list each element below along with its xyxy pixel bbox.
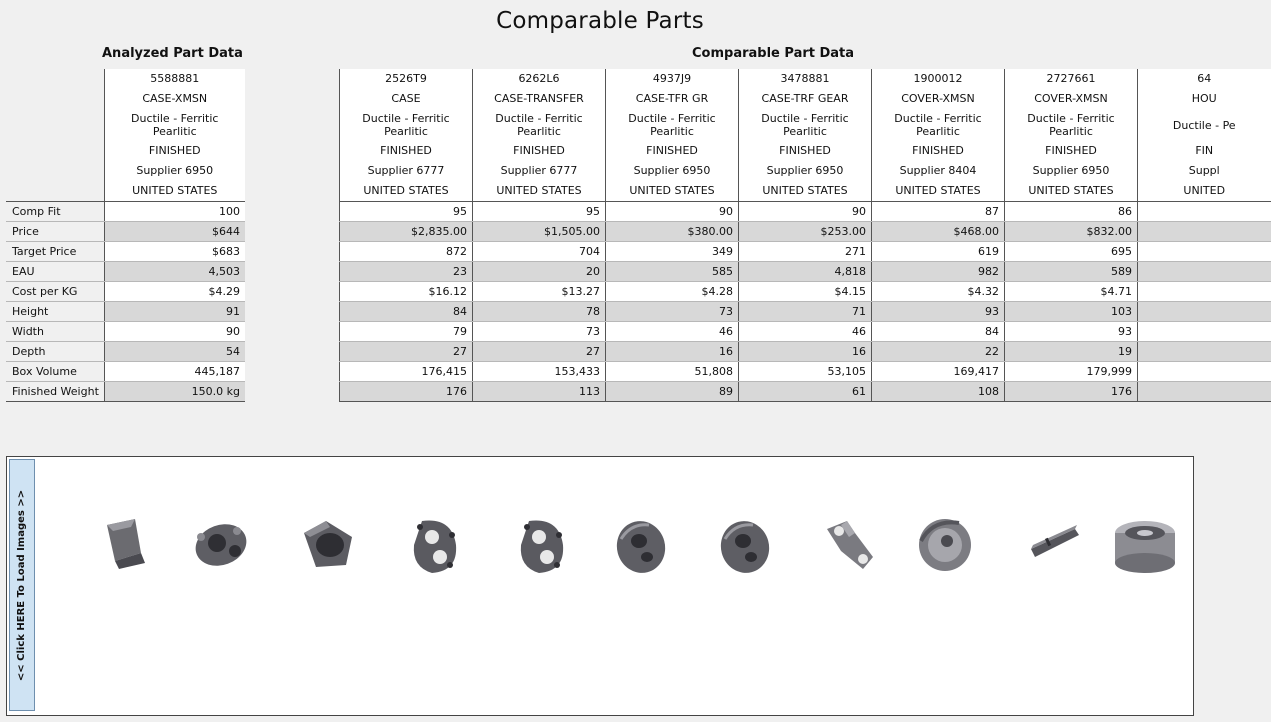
comparable-part-number: 6262L6: [473, 69, 606, 89]
analyzed-part-table: [6, 69, 246, 402]
comparable-metric-value: 704: [473, 242, 606, 262]
comparable-metric-value: 20: [473, 262, 606, 282]
comparable-part-status: FINISHED: [1005, 141, 1138, 161]
analyzed-metric-value: 90: [104, 322, 245, 342]
comparable-metric-value: 73: [473, 322, 606, 342]
comparable-part-supplier: Supplier 6950: [606, 161, 739, 181]
comparable-part-supplier: Supplier 6950: [739, 161, 872, 181]
comparable-part-country: UNITED STATES: [1005, 181, 1138, 202]
comparable-part-status: FINISHED: [606, 141, 739, 161]
comparable-metric-value: 93: [1005, 322, 1138, 342]
comparable-part-country: UNITED STATES: [872, 181, 1005, 202]
comparable-metric-value: 169,417: [872, 362, 1005, 382]
comparable-metric-value: $468.00: [872, 222, 1005, 242]
analyzed-metric-value: $644: [104, 222, 245, 242]
table-row: [340, 222, 1271, 242]
table-row: [340, 342, 1271, 362]
comparable-metric-value: $13.27: [473, 282, 606, 302]
comparable-part-material: Ductile - Ferritic Pearlitic: [606, 109, 739, 141]
comparable-metric-value: $4.71: [1005, 282, 1138, 302]
part-thumbnail-icon: [819, 515, 883, 583]
table-row: [340, 362, 1271, 382]
comparable-metric-value: [1138, 322, 1271, 342]
table-row: [340, 282, 1271, 302]
metric-label: Height: [6, 302, 104, 322]
comparable-metric-value: 589: [1005, 262, 1138, 282]
comparable-metric-value: 16: [739, 342, 872, 362]
comparable-metric-value: 84: [872, 322, 1005, 342]
metric-label: Width: [6, 322, 104, 342]
analyzed-metric-value: 54: [104, 342, 245, 362]
comparable-part-status: FINISHED: [340, 141, 473, 161]
comparable-metric-value: [1138, 222, 1271, 242]
comparable-metric-value: 585: [606, 262, 739, 282]
comparable-part-material: Ductile - Ferritic Pearlitic: [473, 109, 606, 141]
comparable-metric-value: $4.28: [606, 282, 739, 302]
comparable-part-number: 1900012: [872, 69, 1005, 89]
metric-label: Box Volume: [6, 362, 104, 382]
comparable-metric-value: [1138, 342, 1271, 362]
comparable-part-number: 4937J9: [606, 69, 739, 89]
comparable-part-name: HOU: [1138, 89, 1271, 109]
part-images-panel: [6, 456, 1194, 716]
comparable-metric-value: 695: [1005, 242, 1138, 262]
comparable-metric-value: 51,808: [606, 362, 739, 382]
comparable-metric-value: 86: [1005, 202, 1138, 222]
part-thumbnail-icon: [715, 515, 779, 583]
analyzed-metric-value: 445,187: [104, 362, 245, 382]
comparable-metric-value: 95: [340, 202, 473, 222]
metric-label: Finished Weight: [6, 382, 104, 402]
comparable-metric-value: 23: [340, 262, 473, 282]
metric-label: Cost per KG: [6, 282, 104, 302]
metric-label: Price: [6, 222, 104, 242]
comparable-part-country: UNITED STATES: [340, 181, 473, 202]
comparable-metric-value: 271: [739, 242, 872, 262]
table-row: [340, 262, 1271, 282]
comparable-metric-value: 90: [606, 202, 739, 222]
comparable-metric-value: 872: [340, 242, 473, 262]
metric-label: Depth: [6, 342, 104, 362]
comparable-metric-value: 53,105: [739, 362, 872, 382]
comparable-metric-value: 108: [872, 382, 1005, 402]
part-thumbnail-icon: [406, 515, 470, 583]
comparable-metric-value: 78: [473, 302, 606, 322]
comparable-metric-value: 982: [872, 262, 1005, 282]
comparable-part-material: Ductile - Pe: [1138, 109, 1271, 141]
comparable-metric-value: [1138, 242, 1271, 262]
analyzed-part-country: UNITED STATES: [104, 181, 245, 202]
analyzed-metric-value: 4,503: [104, 262, 245, 282]
comparable-part-status: FIN: [1138, 141, 1271, 161]
analyzed-part-supplier: Supplier 6950: [104, 161, 245, 181]
metric-label: EAU: [6, 262, 104, 282]
comparable-part-status: FINISHED: [872, 141, 1005, 161]
comparable-part-name: CASE: [340, 89, 473, 109]
comparable-metric-value: 87: [872, 202, 1005, 222]
comparable-metric-value: 4,818: [739, 262, 872, 282]
comparable-part-material: Ductile - Ferritic Pearlitic: [739, 109, 872, 141]
comparable-part-material: Ductile - Ferritic Pearlitic: [340, 109, 473, 141]
comparable-metric-value: 179,999: [1005, 362, 1138, 382]
part-thumbnail-icon: [101, 515, 165, 583]
comparable-part-country: UNITED STATES: [473, 181, 606, 202]
comparable-part-supplier: Supplier 6777: [473, 161, 606, 181]
comparable-part-name: CASE-TRANSFER: [473, 89, 606, 109]
table-row: [340, 302, 1271, 322]
analyzed-metric-value: 91: [104, 302, 245, 322]
comparable-metric-value: 46: [739, 322, 872, 342]
table-row: [340, 202, 1271, 222]
comparable-metric-value: 176: [1005, 382, 1138, 402]
comparable-part-name: COVER-XMSN: [872, 89, 1005, 109]
analyzed-part-material: Ductile - Ferritic Pearlitic: [104, 109, 245, 141]
comparable-section-title: Comparable Part Data: [692, 46, 855, 61]
comparable-part-supplier: Suppl: [1138, 161, 1271, 181]
comparable-part-country: UNITED: [1138, 181, 1271, 202]
comparable-part-number: 2727661: [1005, 69, 1138, 89]
comparable-metric-value: 113: [473, 382, 606, 402]
comparable-part-name: CASE-TFR GR: [606, 89, 739, 109]
comparable-metric-value: $253.00: [739, 222, 872, 242]
analyzed-part-number: 5588881: [104, 69, 245, 89]
analyzed-section-title: Analyzed Part Data: [102, 46, 243, 61]
part-thumbnail-icon: [1025, 515, 1089, 583]
comparable-metric-value: 22: [872, 342, 1005, 362]
comparable-part-supplier: Supplier 6777: [340, 161, 473, 181]
part-thumbnail-icon: [1113, 515, 1177, 583]
comparable-metric-value: 93: [872, 302, 1005, 322]
analyzed-part-name: CASE-XMSN: [104, 89, 245, 109]
analyzed-metric-value: 100: [104, 202, 245, 222]
comparable-metric-value: 619: [872, 242, 1005, 262]
comparable-metric-value: [1138, 262, 1271, 282]
comparable-part-status: FINISHED: [473, 141, 606, 161]
comparable-metric-value: 103: [1005, 302, 1138, 322]
comparable-metric-value: 176,415: [340, 362, 473, 382]
metric-label: Comp Fit: [6, 202, 104, 222]
comparable-part-name: CASE-TRF GEAR: [739, 89, 872, 109]
comparable-metric-value: [1138, 202, 1271, 222]
table-row: [340, 242, 1271, 262]
page-title: Comparable Parts: [496, 8, 704, 34]
comparable-metric-value: 95: [473, 202, 606, 222]
comparable-metric-value: 89: [606, 382, 739, 402]
comparable-metric-value: $2,835.00: [340, 222, 473, 242]
comparable-part-number: 64: [1138, 69, 1271, 89]
comparable-part-number: 2526T9: [340, 69, 473, 89]
analyzed-metric-value: $4.29: [104, 282, 245, 302]
comparable-metric-value: 79: [340, 322, 473, 342]
comparable-metric-value: [1138, 382, 1271, 402]
comparable-part-number: 3478881: [739, 69, 872, 89]
comparable-metric-value: 27: [473, 342, 606, 362]
comparable-part-table: [339, 69, 1236, 402]
comparable-metric-value: $16.12: [340, 282, 473, 302]
load-images-button[interactable]: [9, 459, 35, 711]
comparable-metric-value: $4.15: [739, 282, 872, 302]
comparable-part-supplier: Supplier 6950: [1005, 161, 1138, 181]
comparable-metric-value: 27: [340, 342, 473, 362]
comparable-metric-value: 73: [606, 302, 739, 322]
comparable-metric-value: [1138, 282, 1271, 302]
comparable-metric-value: 90: [739, 202, 872, 222]
part-thumbnail-icon: [296, 515, 360, 583]
comparable-metric-value: $832.00: [1005, 222, 1138, 242]
comparable-part-country: UNITED STATES: [739, 181, 872, 202]
metric-label: Target Price: [6, 242, 104, 262]
comparable-metric-value: $380.00: [606, 222, 739, 242]
comparable-metric-value: $4.32: [872, 282, 1005, 302]
comparable-part-supplier: Supplier 8404: [872, 161, 1005, 181]
comparable-part-country: UNITED STATES: [606, 181, 739, 202]
comparable-metric-value: 84: [340, 302, 473, 322]
comparable-metric-value: [1138, 302, 1271, 322]
load-images-label: << Click HERE To Load Images >>: [16, 489, 28, 681]
comparable-metric-value: 71: [739, 302, 872, 322]
comparable-metric-value: 16: [606, 342, 739, 362]
comparable-part-material: Ductile - Ferritic Pearlitic: [872, 109, 1005, 141]
comparable-metric-value: 176: [340, 382, 473, 402]
comparable-part-status: FINISHED: [739, 141, 872, 161]
part-thumbnail-icon: [913, 515, 977, 583]
comparable-part-name: COVER-XMSN: [1005, 89, 1138, 109]
table-row: [340, 382, 1271, 402]
comparable-metric-value: 19: [1005, 342, 1138, 362]
comparable-metric-value: 61: [739, 382, 872, 402]
analyzed-part-status: FINISHED: [104, 141, 245, 161]
part-thumbnail-icon: [513, 515, 577, 583]
comparable-metric-value: [1138, 362, 1271, 382]
comparable-metric-value: 153,433: [473, 362, 606, 382]
comparable-metric-value: $1,505.00: [473, 222, 606, 242]
comparable-part-material: Ductile - Ferritic Pearlitic: [1005, 109, 1138, 141]
table-row: [340, 322, 1271, 342]
part-thumbnail-icon: [611, 515, 675, 583]
comparable-metric-value: 46: [606, 322, 739, 342]
analyzed-metric-value: $683: [104, 242, 245, 262]
comparable-metric-value: 349: [606, 242, 739, 262]
part-thumbnail-icon: [187, 515, 251, 583]
analyzed-metric-value: 150.0 kg: [104, 382, 245, 402]
